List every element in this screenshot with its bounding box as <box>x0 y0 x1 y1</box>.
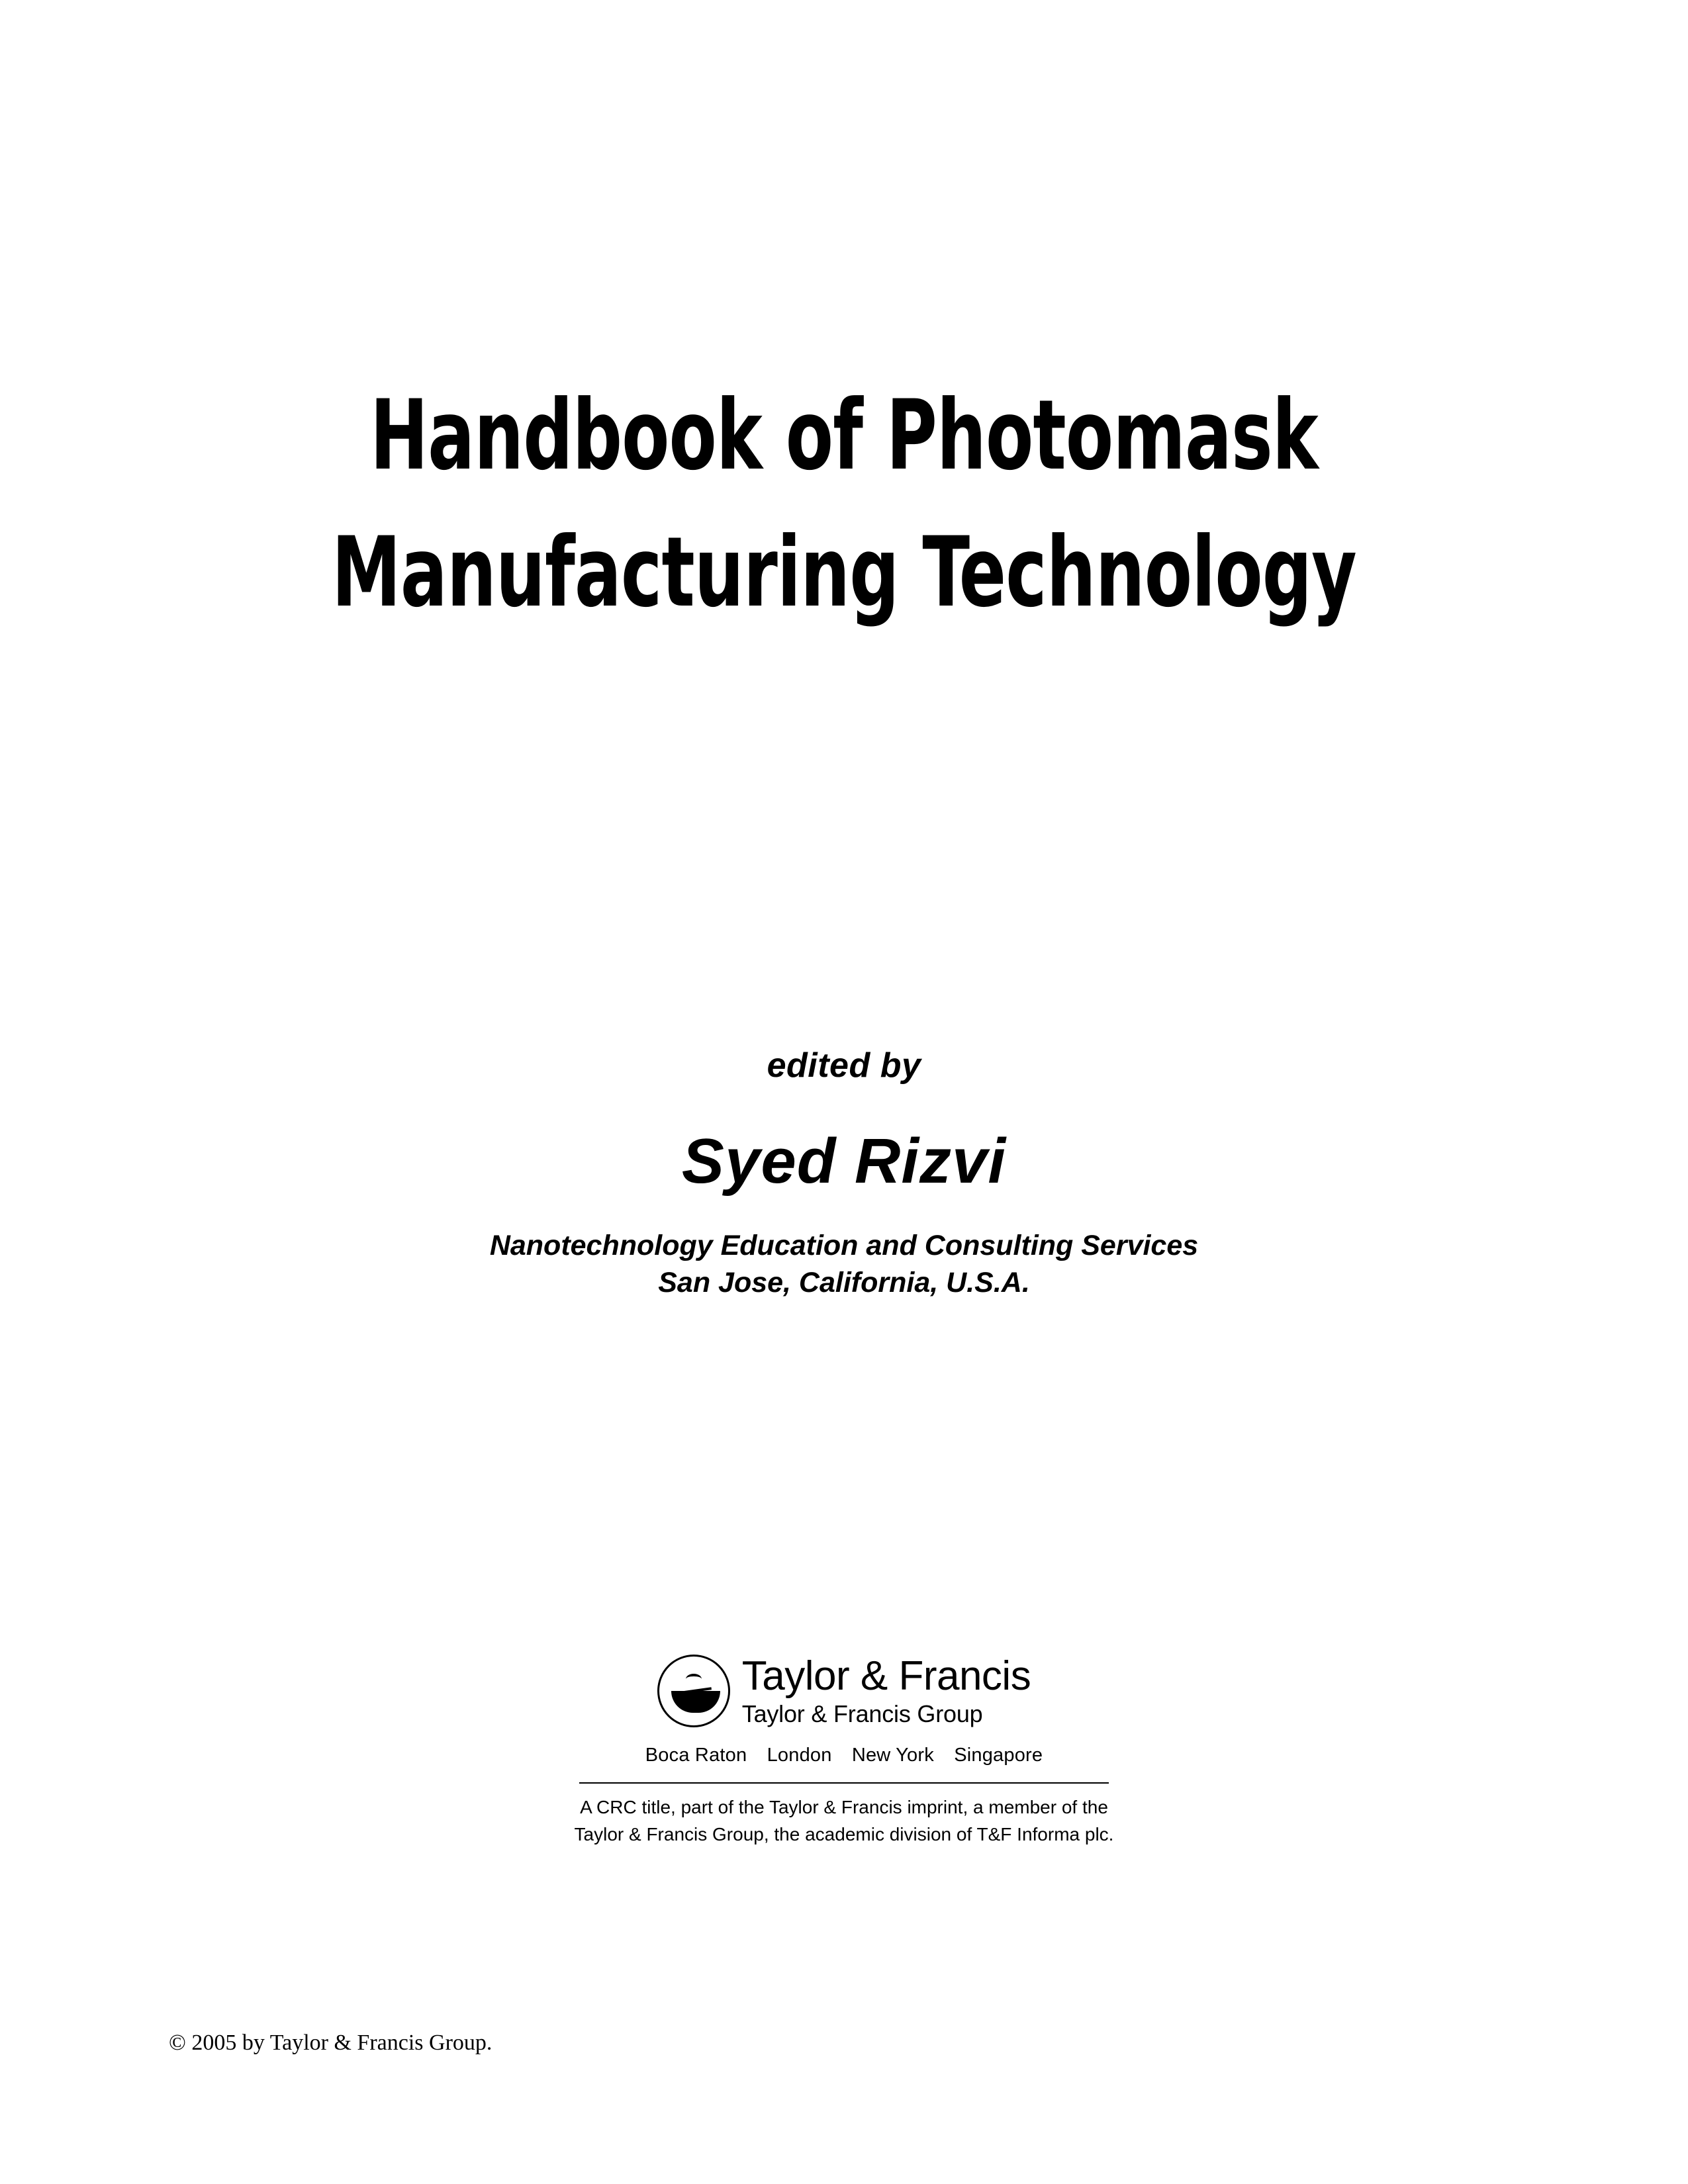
imprint-line-1: A CRC title, part of the Taylor & Francis imprint, a member of the <box>580 1797 1108 1817</box>
book-title <box>0 367 1688 642</box>
book-title-line-2: Manufacturing Technology <box>332 516 1356 629</box>
editor-affiliation <box>0 1228 1688 1302</box>
publisher-cities <box>0 1745 1688 1766</box>
city-2: New York <box>851 1745 934 1766</box>
edited-by-label: edited by <box>767 1046 921 1085</box>
affiliation-line-2: San Jose, California, U.S.A. <box>658 1266 1030 1298</box>
book-title-line-1: Handbook of Photomask <box>370 379 1318 492</box>
publisher-group: Taylor & Francis Group <box>741 1700 983 1727</box>
publisher-name: Taylor & Francis <box>741 1653 1031 1699</box>
publisher-name-block <box>741 1653 1031 1727</box>
city-0: Boca Raton <box>645 1745 747 1766</box>
imprint-note <box>0 1794 1688 1848</box>
city-1: London <box>767 1745 832 1766</box>
publisher-block <box>0 1655 1688 1848</box>
taylor-francis-lamp-icon <box>657 1655 730 1727</box>
affiliation-line-1: Nanotechnology Education and Consulting Services <box>489 1230 1199 1261</box>
city-3: Singapore <box>954 1745 1043 1766</box>
divider <box>579 1782 1109 1784</box>
imprint-line-2: Taylor & Francis Group, the academic division of T&F Informa plc. <box>574 1823 1114 1844</box>
publisher-logo-row <box>0 1655 1688 1727</box>
editor-name: Syed Rizvi <box>681 1126 1007 1197</box>
copyright-notice: © 2005 by Taylor & Francis Group. <box>169 2030 492 2055</box>
